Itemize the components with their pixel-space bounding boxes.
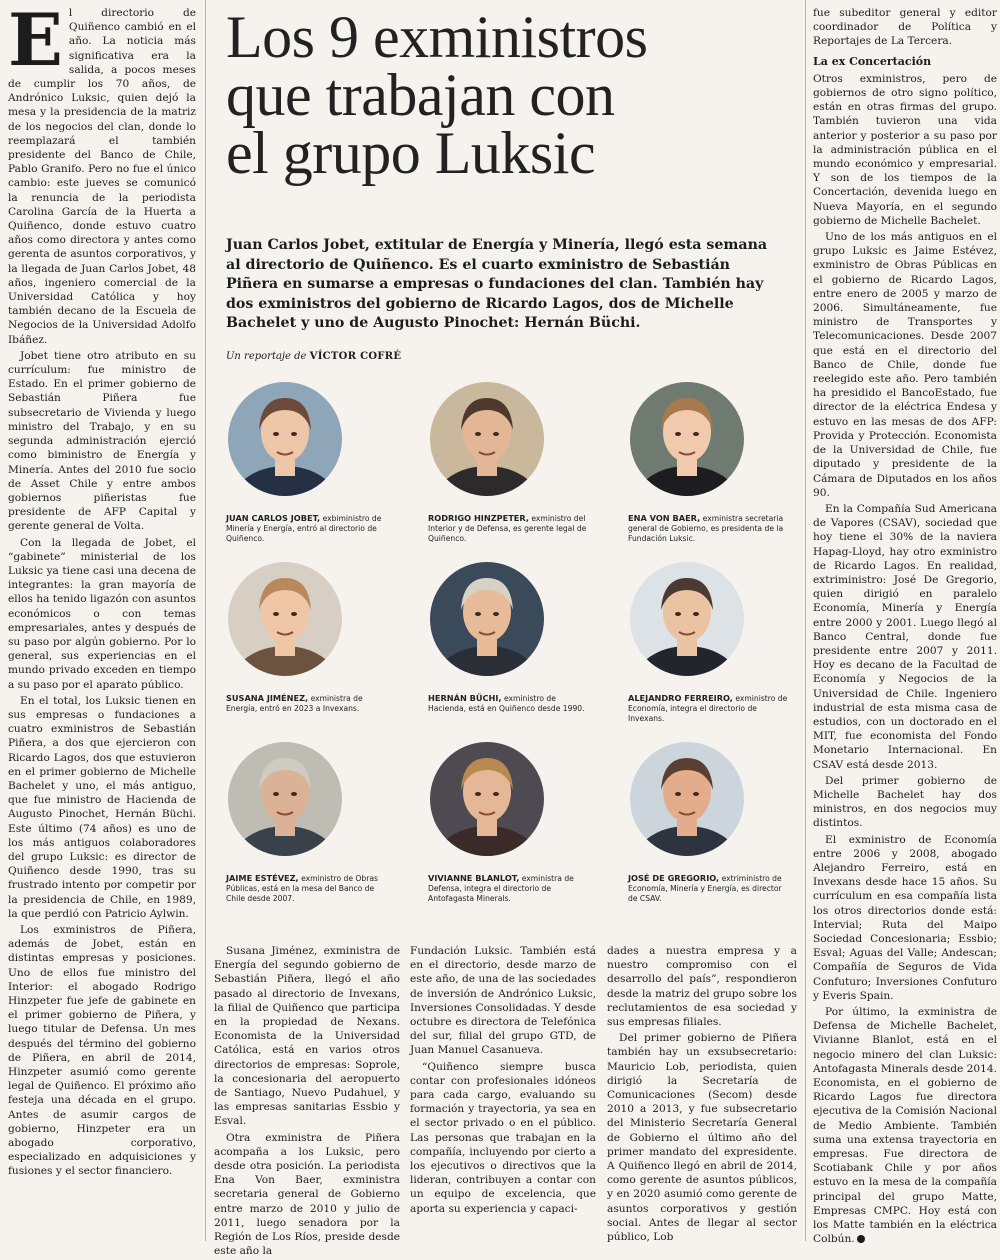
lead-paragraph: El directorio de Quiñenco cambió en el año. La noticia más significativa era la salida, a pocos meses de cumplir los 70 años, de Andrónico Luksic, quien dejó la mesa y la presidencia de la matriz de los negocios del clan, donde lo reemplazará el también presidente del Banco de Chile, Pablo Granifo. Pero no fue el único cambio: este jueves se comunicó la renuncia de la periodista Carolina García de la Huerta a Quiñenco, donde estuvo cuatro años como directora y antes como gerenta de asuntos corporativos, y la llegada de Juan Carlos Jobet, 48 años, ingeniero comercial de la Universidad Católica y hoy también decano de la Escuela de Negocios de la Universidad Adolfo Ibáñez. bbox=[8, 0, 196, 346]
profile-description: exbiministro de Minería y Energía, entró al directorio de Quiñenco. bbox=[226, 514, 382, 543]
portrait-photo bbox=[430, 382, 544, 496]
column-rule bbox=[205, 0, 206, 1241]
profile-name: VIVIANNE BLANLOT, bbox=[428, 873, 520, 883]
body-paragraph: Del primer gobierno de Michelle Bachelet hay dos ministros, en dos negocios muy distintos. bbox=[813, 774, 997, 830]
portrait-caption bbox=[226, 513, 391, 544]
portrait-photo bbox=[630, 382, 744, 496]
profile-description: exministro de Hacienda, está en Quiñenco desde 1990. bbox=[428, 694, 585, 713]
portrait-photo bbox=[228, 562, 342, 676]
profile-name: SUSANA JIMÉNEZ, bbox=[226, 693, 309, 703]
bottom-column-3 bbox=[607, 944, 797, 1246]
portrait-photo bbox=[228, 382, 342, 496]
byline: Un reportaje de VÍCTOR COFRÉ bbox=[226, 351, 402, 362]
body-paragraph: El exministro de Economía entre 2006 y 2008, abogado Alejandro Ferreiro, está en Invexans desde hace 15 años. Su currículum en esa compañía lista los otros directorios donde está: Intervial; Ruta del Maipo Sociedad Concesionaria; Essbio; Esval; Aguas del Valle; Andescan; Compañía de Seguros de Vida Confuturo; Inversiones Confuturo y Everis Spain. bbox=[813, 833, 997, 1002]
portrait-photo bbox=[630, 742, 744, 856]
profile-description: exministro de Economía, integra el directorio de Invexans. bbox=[628, 694, 788, 723]
profile-description: exministro del Interior y de Defensa, es gerente legal de Quiñenco. bbox=[428, 514, 587, 543]
profile-name: RODRIGO HINZPETER, bbox=[428, 513, 529, 523]
body-paragraph: dades a nuestra empresa y a nuestro compromiso con el desarrollo del país”, respondieron desde la matriz del grupo sobre los reclutamientos de esa sociedad y sus empresas filiales. bbox=[607, 945, 797, 1029]
left-column bbox=[8, 0, 196, 1181]
body-paragraph: Jobet tiene otro atributo en su currículum: fue ministro de Estado. En el primer gobierno de Sebastián Piñera fue subsecretario de Vivienda y luego ministro del Trabajo, y en su segunda administración ejerció como biministro de Energía y Minería. Antes del 2010 fue socio de Asset Chile y entre ambos gobiernos piñeristas fue presidente de AFP Capital y gerente general de Volta. bbox=[8, 349, 196, 533]
body-paragraph: Del primer gobierno de Piñera también hay un exsubsecretario: Mauricio Lob, periodista, quien dirigió la Secretaría de Comunicaciones (Secom) desde 2010 a 2013, y fue subsecretario del Ministerio Secretaría General de Gobierno el último año del primer mandato del expresidente. A Quiñenco llegó en abril de 2014, como gerente de asuntos públicos, y en 2020 asumió como gerente de asuntos corporativos y gestión social. Antes de llegar al sector público, Lob bbox=[607, 1032, 797, 1244]
body-paragraph: Fundación Luksic. También está en el directorio, desde marzo de este año, de una de las sociedades de inversión de Andrónico Luksic, Inversiones Consolidadas. Y desde octubre es directora de Telefónica del sur, filial del grupo GTD, de Juan Manuel Casanueva. bbox=[410, 945, 596, 1057]
profile-name: HERNÁN BÜCHI, bbox=[428, 693, 502, 703]
body-paragraph: Susana Jiménez, exministra de Energía del segundo gobierno de Sebastián Piñera, llegó el año pasado al directorio de Invexans, la filial de Quiñenco que participa en la propiedad de Nexans. Economista de la Universidad Católica, está en varios otros directorios de empresas: Soprole, la concesionaria del aeropuerto de Santiago, Nuevo Pudahuel, y las empresas sanitarias Essbio y Esval. bbox=[214, 945, 400, 1128]
end-mark-icon bbox=[857, 1235, 865, 1243]
portrait-caption bbox=[226, 693, 391, 714]
portrait-photo bbox=[430, 562, 544, 676]
drop-cap: E bbox=[8, 0, 63, 82]
column-rule bbox=[805, 0, 806, 1241]
profile-description: exministra de Energía, entró en 2023 a Invexans. bbox=[226, 694, 363, 713]
byline-author: VÍCTOR COFRÉ bbox=[309, 351, 402, 362]
body-paragraph: En el total, los Luksic tienen en sus empresas o fundaciones a cuatro exministros de Sebastián Piñera, a dos que ejercieron con Ricardo Lagos, dos que estuvieron en el primer gobierno de Michelle Bachelet y uno, el más antiguo, que fue ministro de Hacienda de Augusto Pinochet, Hernán Büchi. Este último (74 años) es uno de los más antiguos colaboradores del grupo Luksic: es director de Quiñenco desde 1990, tras su frustrado intento por competir por la presidencia de Chile, en 1989, la que perdió con Patricio Aylwin. bbox=[8, 694, 196, 920]
portrait-photo bbox=[630, 562, 744, 676]
profile-name: ALEJANDRO FERREIRO, bbox=[628, 693, 733, 703]
profile-description: exministro de Obras Públicas, está en la mesa del Banco de Chile desde 2007. bbox=[226, 874, 378, 903]
portrait-caption bbox=[226, 873, 391, 904]
deck-block bbox=[226, 236, 786, 334]
profile-name: JOSÉ DE GREGORIO, bbox=[628, 873, 720, 883]
portrait-caption bbox=[628, 693, 793, 724]
portrait-caption bbox=[428, 513, 593, 544]
body-paragraph: Uno de los más antiguos en el grupo Luksic es Jaime Estévez, exministro de Obras Públicas en el gobierno de Ricardo Lagos, entre enero de 2005 y marzo de 2006. Simultáneamente, fue ministro de Transportes y Telecomunicaciones. Desde 2007 que está en el directorio del Banco de Chile, donde fue reelegido este año. Pero también ha presidido el BancoEstado, fue director de la eléctrica Endesa y estuvo en las mesas de dos AFP: Provida y Protección. Economista de la Universidad de Chile, fue diputado y presidente de la Cámara de Diputados en los años 90. bbox=[813, 231, 997, 499]
body-paragraph: “Quiñenco siempre busca contar con profesionales idóneos para cada cargo, evaluando su formación y trayectoria, ya sea en el sector privado o en el público. Las personas que trabajan en la compañía, incluyendo por cierto a los ejecutivos o directivos que la lideran, contribuyen a contar con un equipo de excelencia, que aporta su experiencia y capaci- bbox=[410, 1060, 596, 1215]
portrait-photo bbox=[228, 742, 342, 856]
profile-description: extriministro de Economía, Minería y Energía, es director de CSAV. bbox=[628, 874, 782, 903]
headline: Los 9 exministros que trabajan con el grupo Luksic bbox=[226, 4, 648, 186]
body-paragraph: Otros exministros, pero de gobiernos de otro signo político, están en otras firmas del grupo. También tuvieron una vida anterior y posterior a su paso por la administración pública en el mundo económico y empresarial. Y son de los tiempos de la Concertación, devenida luego en Nueva Mayoría, en el segundo gobierno de Michelle Bachelet. bbox=[813, 72, 997, 227]
body-paragraph: Los exministros de Piñera, además de Jobet, están en distintas empresas y posiciones. Uno de ellos fue ministro del Interior: el abogado Rodrigo Hinzpeter fue jefe de gabinete en el primer gobierno de Piñera, y luego titular de Defensa. Un mes después del término del gobierno de Piñera, en abril de 2014, Hinzpeter asumió como gerente legal de Quiñenco. El próximo año festeja una década en el grupo. Antes de asumir cargos de gobierno, Hinzpeter era un abogado corporativo, especializado en adquisiciones y fusiones y el sector financiero. bbox=[8, 924, 196, 1178]
body-paragraph: fue subeditor general y editor coordinador de Política y Reportajes de La Tercera. bbox=[813, 7, 997, 48]
body-paragraph: Con la llegada de Jobet, el “gabinete” ministerial de los Luksic ya tiene casi una decena de integrantes: la gran mayoría de ellos ha tenido ligazón con asuntos económicos o con temas empresariales, antes y después de su paso por algún gobierno. Por lo general, sus experiencias en el mundo privado exceden en tiempo a su paso por el aparato público. bbox=[8, 536, 196, 691]
bottom-column-2 bbox=[410, 944, 596, 1218]
body-paragraph: Otra exministra de Piñera acompaña a los Luksic, pero desde otra posición. La periodista Ena Von Baer, exministra secretaria general de Gobierno entre marzo de 2010 y julio de 2011, luego senadora por la Región de Los Ríos, preside desde este año la bbox=[214, 1131, 400, 1258]
profile-name: ENA VON BAER, bbox=[628, 513, 701, 523]
bottom-column-1 bbox=[214, 944, 400, 1260]
deck: Juan Carlos Jobet, extitular de Energía y Minería, llegó esta semana al directorio de Quiñenco. Es el cuarto exministro de Sebastián Piñera en sumarse a empresas o fundaciones del clan. También hay dos exministros del gobierno de Ricardo Lagos, dos de Michelle Bachelet y uno de Augusto Pinochet: Hernán Büchi. bbox=[226, 237, 768, 331]
headline-block bbox=[226, 4, 786, 186]
profile-description: exministra de Defensa, integra el directorio de Antofagasta Minerals. bbox=[428, 874, 574, 903]
portrait-photo bbox=[430, 742, 544, 856]
profile-name: JUAN CARLOS JOBET, bbox=[226, 513, 321, 523]
portrait-caption bbox=[628, 873, 793, 904]
portrait-caption bbox=[428, 693, 593, 714]
portrait-caption bbox=[628, 513, 793, 544]
body-paragraph: En la Compañía Sud Americana de Vapores (CSAV), sociedad que hoy tiene el 30% de la naviera Hapag-Lloyd, hay otro exministro de Ricardo Lagos. En realidad, extriministro: José De Gregorio, quien dirigió en paralelo Economía, Minería y Energía entre 2000 y 2001. Luego llegó al Banco Central, donde fue presidente entre 2007 y 2011. Hoy es decano de la Facultad de Economía y Negocios de la Universidad de Chile. Ingeniero industrial de esta misma casa de estudios, con un doctorado en el MIT, fue economista del Fondo Monetario Internacional. En CSAV está desde 2013. bbox=[813, 502, 997, 771]
right-column bbox=[813, 6, 997, 1248]
body-paragraph: Por último, la exministra de Defensa de Michelle Bachelet, Vivianne Blanlot, está en el negocio minero del clan Luksic: Antofagasta Minerals desde 2014. Economista, en el gobierno de Ricardo Lagos fue directora ejecutiva de la Comisión Nacional de Medio Ambiente. También suma una extensa trayectoria en empresas. Fue directora de Scotiabank Chile y por años estuvo en la mesa de la compañía principal del grupo Matte, Empresas CMPC. Hoy está con los Matte también en la eléctrica Colbún. bbox=[813, 1006, 997, 1246]
portrait-caption bbox=[428, 873, 593, 904]
profile-description: exministra secretaria general de Gobierno, es presidenta de la Fundación Luksic. bbox=[628, 514, 784, 543]
profile-name: JAIME ESTÉVEZ, bbox=[226, 873, 299, 883]
section-subhead: La ex Concertación bbox=[813, 54, 932, 68]
